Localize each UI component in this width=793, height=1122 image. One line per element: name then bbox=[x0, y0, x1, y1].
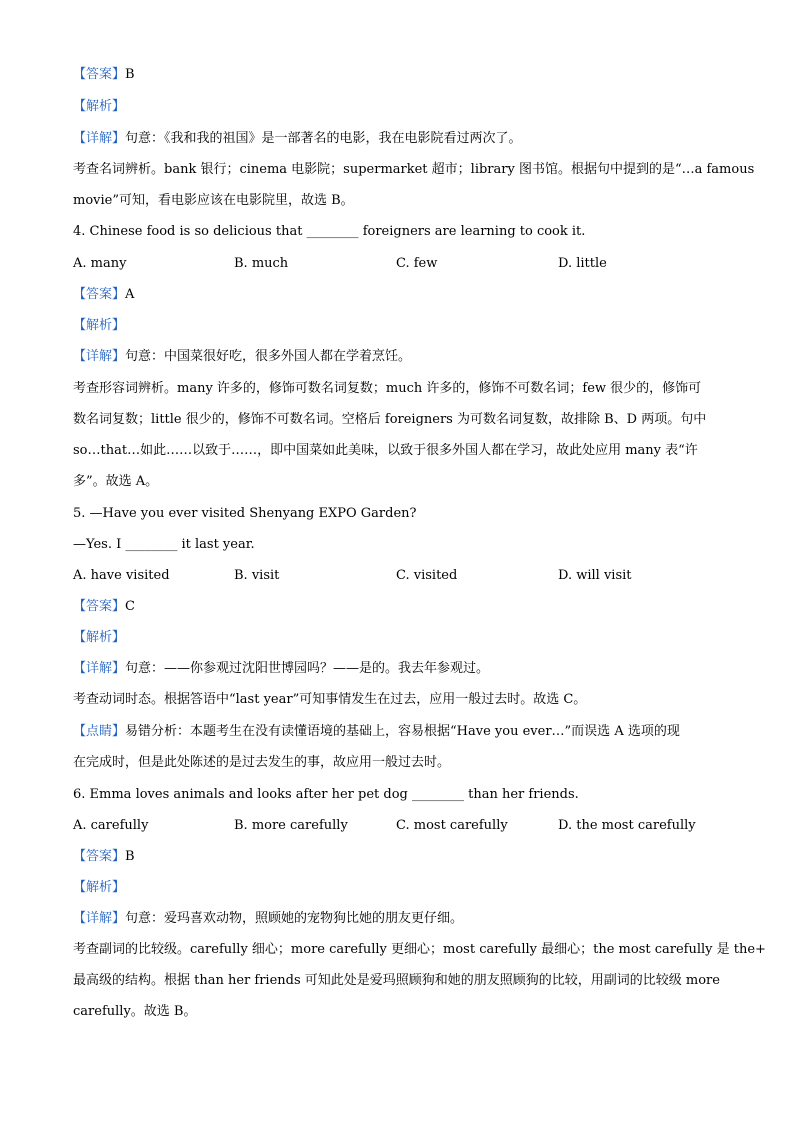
option-a: A. carefully bbox=[73, 818, 149, 833]
analysis-label: 【解析】 bbox=[73, 630, 126, 645]
detail-label: 【详解】 bbox=[73, 131, 126, 146]
detail-line bbox=[73, 130, 733, 148]
question-stem: 6. Emma loves animals and looks after her pet dog ________ than her friends. bbox=[73, 787, 579, 802]
option-c: C. few bbox=[396, 256, 438, 271]
detail-label: 【详解】 bbox=[73, 911, 126, 926]
detail-label: 【详解】 bbox=[73, 661, 126, 676]
answer-value: A bbox=[125, 287, 135, 302]
answer-value: B bbox=[125, 67, 135, 82]
option-a: A. have visited bbox=[73, 568, 170, 583]
analysis-label: 【解析】 bbox=[73, 880, 126, 895]
answer-label: 【答案】 bbox=[73, 287, 126, 302]
option-d: D. will visit bbox=[558, 568, 632, 583]
question-stem: 4. Chinese food is so delicious that ________ foreigners are learning to cook it. bbox=[73, 224, 586, 239]
note-line-2: 在完成时，但是此处陈述的是过去发生的事，故应用一般过去时。 bbox=[73, 755, 451, 770]
analysis-line bbox=[73, 317, 733, 335]
explanation-line: 多”。故选 A。 bbox=[73, 474, 159, 489]
explanation-line: 考查形容词辨析。many 许多的，修饰可数名词复数；much 许多的，修饰不可数名词；few 很少的，修饰可 bbox=[73, 381, 702, 396]
option-d: D. the most carefully bbox=[558, 818, 696, 833]
analysis-line bbox=[73, 98, 733, 116]
explanation-line: 考查名词辨析。bank 银行；cinema 电影院；supermarket 超市；library 图书馆。根据句中提到的是“…a famous bbox=[73, 162, 755, 177]
analysis-line bbox=[73, 879, 733, 897]
detail-label: 【详解】 bbox=[73, 349, 126, 364]
note-line bbox=[73, 723, 733, 741]
answer-value: B bbox=[125, 849, 135, 864]
explanation-line: carefully。故选 B。 bbox=[73, 1004, 197, 1019]
question-stem-reply: —Yes. I ________ it last year. bbox=[73, 537, 255, 552]
option-b: B. visit bbox=[234, 568, 280, 583]
answer-line bbox=[73, 848, 733, 866]
detail-text: 句意：中国菜很好吃，很多外国人都在学着烹饪。 bbox=[125, 349, 412, 364]
note-text: 易错分析：本题考生在没有读懂语境的基础上，容易根据“Have you ever…”而误选 A 选项的现 bbox=[125, 724, 680, 739]
detail-line bbox=[73, 910, 733, 928]
explanation-line: 考查动词时态。根据答语中“last year”可知事情发生在过去，应用一般过去时。故选 C。 bbox=[73, 692, 587, 707]
option-a: A. many bbox=[73, 256, 127, 271]
explanation-line: 考查副词的比较级。carefully 细心；more carefully 更细心；most carefully 最细心；the most carefully 是 the+ bbox=[73, 942, 766, 957]
analysis-line bbox=[73, 629, 733, 647]
analysis-label: 【解析】 bbox=[73, 99, 126, 114]
detail-line bbox=[73, 660, 733, 678]
option-b: B. much bbox=[234, 256, 289, 271]
answer-label: 【答案】 bbox=[73, 599, 126, 614]
explanation-line: 最高级的结构。根据 than her friends 可知此处是爱玛照顾狗和她的朋友照顾狗的比较，用副词的比较级 more bbox=[73, 973, 720, 988]
answer-value: C bbox=[125, 599, 135, 614]
analysis-label: 【解析】 bbox=[73, 318, 126, 333]
answer-line bbox=[73, 66, 733, 84]
detail-text: 句意：——你参观过沈阳世博园吗？——是的。我去年参观过。 bbox=[125, 661, 490, 676]
note-label: 【点睛】 bbox=[73, 724, 126, 739]
detail-text: 句意：爱玛喜欢动物，照顾她的宠物狗比她的朋友更仔细。 bbox=[125, 911, 464, 926]
explanation-line: 数名词复数；little 很少的，修饰不可数名词。空格后 foreigners 为可数名词复数，故排除 B、D 两项。句中 bbox=[73, 412, 707, 427]
option-c: C. visited bbox=[396, 568, 458, 583]
question-stem: 5. —Have you ever visited Shenyang EXPO Garden? bbox=[73, 506, 417, 521]
explanation-line: so…that…如此……以致于……，即中国菜如此美味，以致于很多外国人都在学习，故此处应用 many 表“许 bbox=[73, 443, 698, 458]
answer-line bbox=[73, 286, 733, 304]
detail-line bbox=[73, 348, 733, 366]
answer-line bbox=[73, 598, 733, 616]
explanation-line: movie”可知，看电影应该在电影院里，故选 B。 bbox=[73, 193, 354, 208]
option-c: C. most carefully bbox=[396, 818, 508, 833]
detail-text: 句意：《我和我的祖国》是一部著名的电影，我在电影院看过两次了。 bbox=[125, 131, 522, 146]
option-b: B. more carefully bbox=[234, 818, 348, 833]
answer-label: 【答案】 bbox=[73, 849, 126, 864]
option-d: D. little bbox=[558, 256, 607, 271]
answer-label: 【答案】 bbox=[73, 67, 126, 82]
